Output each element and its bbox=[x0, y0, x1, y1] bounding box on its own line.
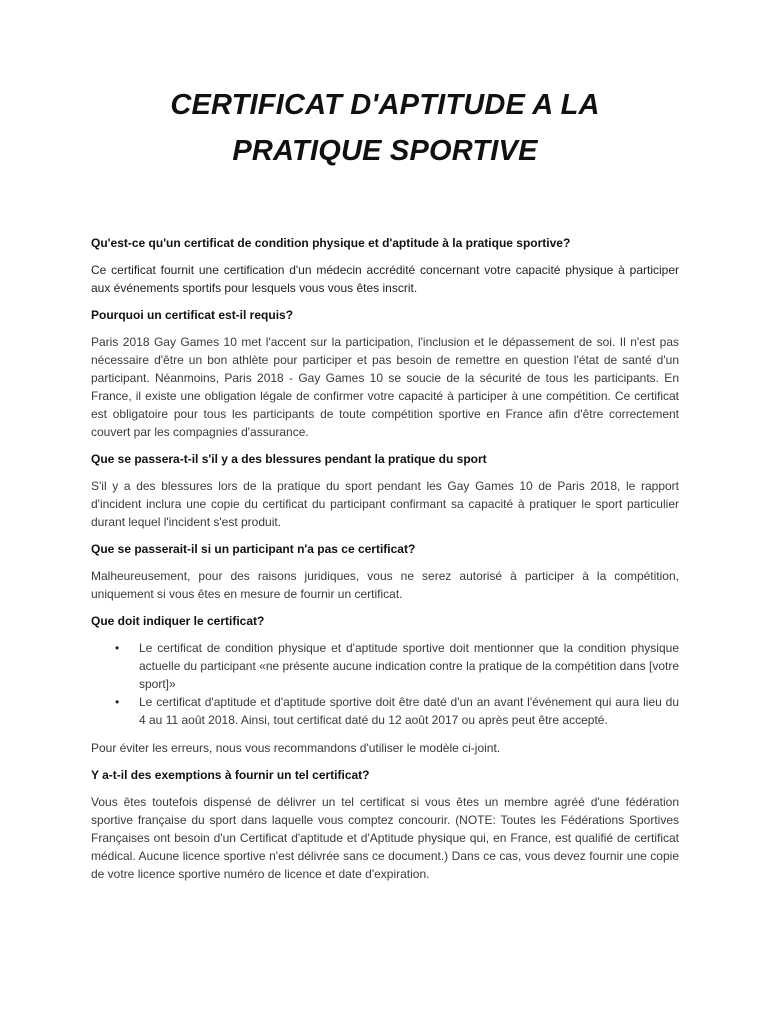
section-paragraph: Ce certificat fournit une certification d'un médecin accrédité concernant votre capacité physique à participer aux événements sportifs pour lesquels vous vous êtes inscrit. bbox=[91, 263, 679, 295]
bullet-list bbox=[91, 639, 679, 729]
section-heading: Qu'est-ce qu'un certificat de condition physique et d'aptitude à la pratique sportive? bbox=[91, 236, 571, 250]
section-heading: Pourquoi un certificat est-il requis? bbox=[91, 308, 294, 322]
document-page bbox=[91, 82, 679, 893]
section-why-required bbox=[91, 307, 679, 441]
section-paragraph: Paris 2018 Gay Games 10 met l'accent sur la participation, l'inclusion et le dépassement de soi. Il n'est pas nécessaire d'être un bon athlète pour participer et pas besoin de remettre en question l'état de santé d'un participant. Néanmoins, Paris 2018 - Gay Games 10 se soucie de la sécurité de tous les participants. En France, il existe une obligation légale de confirmer votre capacité à participer à une compétition. Ce certificat est obligatoire pour tous les participants de toute compétition sportive en France afin d'être correctement couvert par les compagnies d'assurance. bbox=[91, 335, 679, 439]
title-line-1: CERTIFICAT D'APTITUDE A LA bbox=[170, 89, 600, 121]
section-injuries bbox=[91, 451, 679, 531]
section-heading: Y a-t-il des exemptions à fournir un tel certificat? bbox=[91, 768, 370, 782]
section-heading: Que se passera-t-il s'il y a des blessures pendant la pratique du sport bbox=[91, 452, 487, 466]
title-line-2: PRATIQUE SPORTIVE bbox=[232, 135, 538, 167]
section-heading: Que se passerait-il si un participant n'a pas ce certificat? bbox=[91, 542, 416, 556]
section-no-certificate bbox=[91, 541, 679, 603]
list-item-text: Le certificat de condition physique et d'aptitude sportive doit mentionner que la condition physique actuelle du participant «ne présente aucune indication contre la pratique de la compétition dans [votre sport]» bbox=[139, 641, 679, 691]
bullet-icon: • bbox=[115, 641, 120, 655]
document-body bbox=[91, 235, 679, 883]
section-paragraph: Malheureusement, pour des raisons juridiques, vous ne serez autorisé à participer à la compétition, uniquement si vous êtes en mesure de fournir un certificat. bbox=[91, 569, 679, 601]
section-paragraph: Pour éviter les erreurs, nous vous recommandons d'utiliser le modèle ci-joint. bbox=[91, 741, 501, 755]
list-item bbox=[91, 639, 679, 693]
list-item-text: Le certificat d'aptitude et d'aptitude sportive doit être daté d'un an avant l'événement qui aura lieu du 4 au 11 août 2018. Ainsi, tout certificat daté du 12 août 2017 ou après peut être accepté. bbox=[139, 695, 679, 727]
list-item bbox=[91, 693, 679, 729]
bullet-icon: • bbox=[115, 695, 120, 709]
section-heading: Que doit indiquer le certificat? bbox=[91, 614, 265, 628]
section-paragraph: Vous êtes toutefois dispensé de délivrer un tel certificat si vous êtes un membre agréé d'une fédération sportive française du sport dans laquelle vous comptez concourir. (NOTE: Toutes les Fédérations Sportives Françaises ont besoin d'un Certificat d'aptitude et d'Aptitude physique qui, en France, est qualifié de certificat médical. Aucune licence sportive n'est délivrée sans ce document.) Dans ce cas, vous devez fournir une copie de votre licence sportive numéro de licence et date d'expiration. bbox=[91, 795, 679, 881]
section-definition bbox=[91, 235, 679, 297]
section-paragraph: S'il y a des blessures lors de la pratique du sport pendant les Gay Games 10 de Paris 2018, le rapport d'incident inclura une copie du certificat du participant confirmant sa capacité à pratiquer le sport particulier durant lequel l'incident s'est produit. bbox=[91, 479, 679, 529]
document-title bbox=[91, 82, 679, 174]
section-certificate-content bbox=[91, 613, 679, 757]
section-exemptions bbox=[91, 767, 679, 883]
